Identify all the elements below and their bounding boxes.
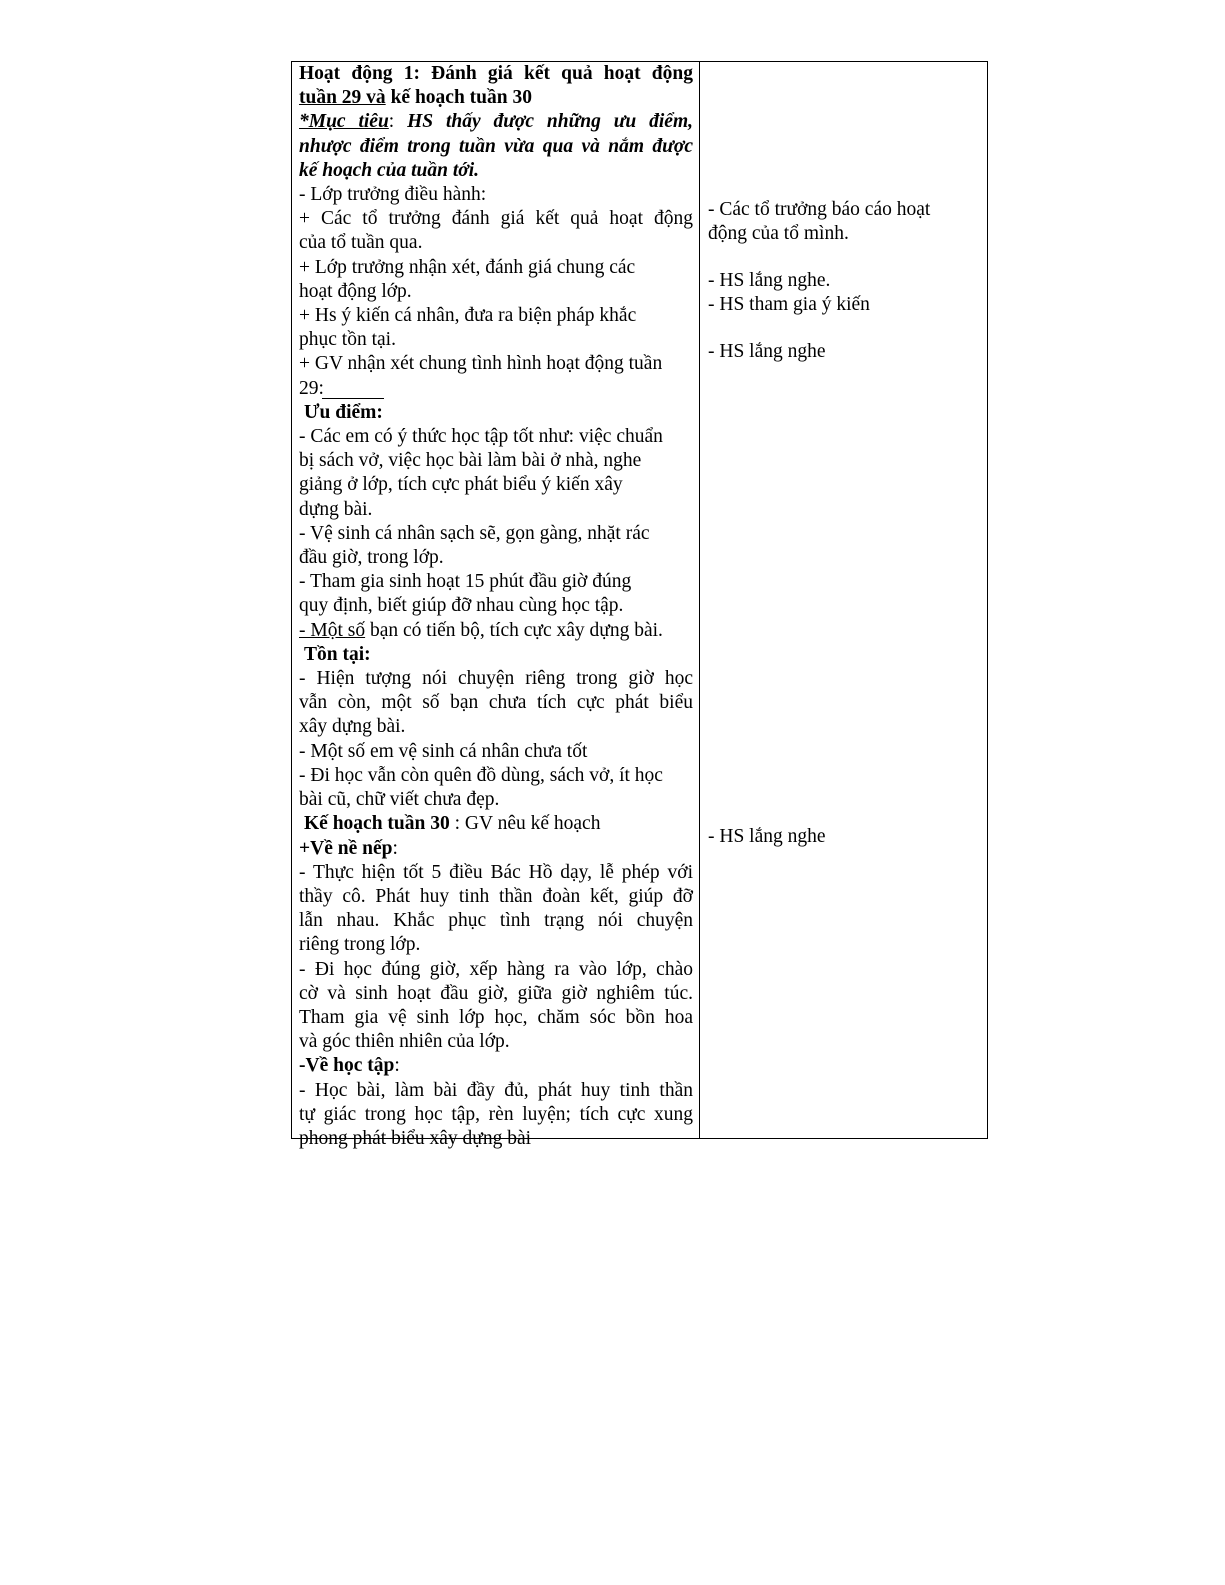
uu-diem-2-line2: đầu giờ, trong lớp. (299, 547, 444, 569)
heading-rest: kế hoạch tuần 30 (385, 87, 532, 109)
ton-tai-3-line1: - Đi học vẫn còn quên đồ dùng, sách vở, ít học (299, 764, 663, 786)
uu-diem-title: Ưu điểm: (304, 401, 383, 423)
student-response-4: - HS lắng nghe (708, 341, 826, 362)
lop-truong-line: - Lớp trưởng điều hành: (299, 184, 487, 206)
ve-hoc-tap-line (299, 1054, 693, 1078)
lop-truong-nx-line1: + Lớp trưởng nhận xét, đánh giá chung các (299, 256, 636, 278)
ne-nep-2-line1: - Đi học đúng giờ, xếp hàng ra vào lớp, chào (299, 958, 693, 980)
student-response-5: - HS lắng nghe (708, 826, 826, 847)
uu-diem-3-line2: quy định, biết giúp đỡ nhau cùng học tập. (299, 595, 624, 617)
uu-diem-3-line1: - Tham gia sinh hoạt 15 phút đầu giờ đúng (299, 571, 632, 593)
ke-hoach-line (299, 812, 693, 836)
ton-tai-3-line2: bài cũ, chữ viết chưa đẹp. (299, 789, 500, 811)
uu-diem-1-line4: dựng bài. (299, 498, 373, 520)
hs-y-kien-line1: + Hs ý kiến cá nhân, đưa ra biện pháp khắc (299, 305, 637, 327)
week-29-label: 29: (299, 377, 324, 399)
uu-diem-4-line1 (299, 619, 693, 643)
ne-nep-1-line1: - Thực hiện tốt 5 điều Bác Hồ dạy, lễ phép với (299, 861, 693, 883)
to-truong-line1: + Các tổ trưởng đánh giá kết quả hoạt động (299, 208, 693, 230)
student-response-1-line1: - Các tổ trưởng báo cáo hoạt (708, 199, 931, 220)
hoc-tap-1-line2: tự giác trong học tập, rèn luyện; tích cực xung (299, 1103, 693, 1125)
objective-label-text: *Mục tiêu (299, 111, 389, 133)
ke-hoach-rest: : GV nêu kế hoạch (449, 813, 601, 835)
ton-tai-2-line1: - Một số em vệ sinh cá nhân chưa tốt (299, 740, 588, 762)
hs-y-kien-line2: phục tồn tại. (299, 329, 396, 351)
student-activity-column (700, 62, 987, 1138)
uu-diem-1-line1: - Các em có ý thức học tập tốt như: việc chuẩn (299, 426, 663, 448)
hoc-tap-1-line1: - Học bài, làm bài đầy đủ, phát huy tinh thần (299, 1079, 693, 1101)
activity-heading-line2 (299, 86, 693, 110)
student-response-1-line2: động của tổ mình. (708, 223, 849, 244)
ve-ne-nep-colon: : (392, 837, 398, 859)
ton-tai-1-line3: xây dựng bài. (299, 716, 406, 738)
ne-nep-2-line2: cờ và sinh hoạt đầu giờ, giữa giờ nghiêm túc. (299, 982, 693, 1004)
objective-label (299, 111, 389, 132)
ve-hoc-tap-title: -Về học tập (299, 1055, 395, 1077)
uu-diem-4-rest: bạn có tiến bộ, tích cực xây dựng bài. (365, 619, 663, 641)
ne-nep-2-line4: và góc thiên nhiên của lớp. (299, 1031, 510, 1053)
uu-diem-1-line2: bị sách vở, việc học bài làm bài ở nhà, nghe (299, 450, 642, 472)
objective-text-1: HS thấy được những ưu điểm, (407, 111, 694, 133)
ton-tai-1-line1: - Hiện tượng nói chuyện riêng trong giờ học (299, 668, 693, 690)
teacher-activity-column (292, 62, 700, 1149)
objective-line2: nhược điểm trong tuần vừa qua và nắm được (299, 135, 693, 157)
student-response-3: - HS tham gia ý kiến (708, 294, 870, 315)
ne-nep-1-line3: lẫn nhau. Khắc phục tình trạng nói chuyện (299, 910, 693, 932)
uu-diem-1-line3: giảng ở lớp, tích cực phát biểu ý kiến xây (299, 474, 623, 496)
objective-line1 (299, 110, 693, 134)
gv-nhan-xet-line2 (299, 377, 693, 401)
uu-diem-4-prefix: - Một số (299, 619, 366, 641)
heading-underlined: tuần 29 và (299, 87, 386, 109)
activity-heading-line1: Hoạt động 1: Đánh giá kết quả hoạt động (299, 63, 693, 84)
lop-truong-nx-line2: hoạt động lớp. (299, 280, 412, 302)
blank-underline (322, 398, 384, 399)
ton-tai-1-line2: vẫn còn, một số bạn chưa tích cực phát biểu (299, 692, 693, 714)
objective-line3: kế hoạch của tuần tới. (299, 159, 480, 181)
ne-nep-2-line3: Tham gia vệ sinh lớp học, chăm sóc bồn hoa (299, 1006, 693, 1028)
ve-ne-nep-line (299, 837, 693, 861)
ke-hoach-title: Kế hoạch tuần 30 (304, 813, 450, 835)
activity-table (291, 61, 988, 1149)
ton-tai-title: Tồn tại: (304, 643, 371, 665)
to-truong-line2: của tổ tuần qua. (299, 232, 423, 254)
ve-ne-nep-title: +Về nề nếp (299, 837, 393, 859)
ve-hoc-tap-colon: : (394, 1055, 400, 1077)
student-response-2: - HS lắng nghe. (708, 270, 831, 291)
gv-nhan-xet-line1: + GV nhận xét chung tình hình hoạt động tuần (299, 353, 663, 375)
ne-nep-1-line2: thầy cô. Phát huy tinh thần đoàn kết, giúp đỡ (299, 885, 693, 907)
hoc-tap-1-line3: phong phát biểu xây dựng bài (299, 1127, 532, 1149)
ne-nep-1-line4: riêng trong lớp. (299, 934, 421, 956)
objective-colon: : (388, 111, 408, 133)
uu-diem-2-line1: - Vệ sinh cá nhân sạch sẽ, gọn gàng, nhặt rác (299, 522, 650, 544)
